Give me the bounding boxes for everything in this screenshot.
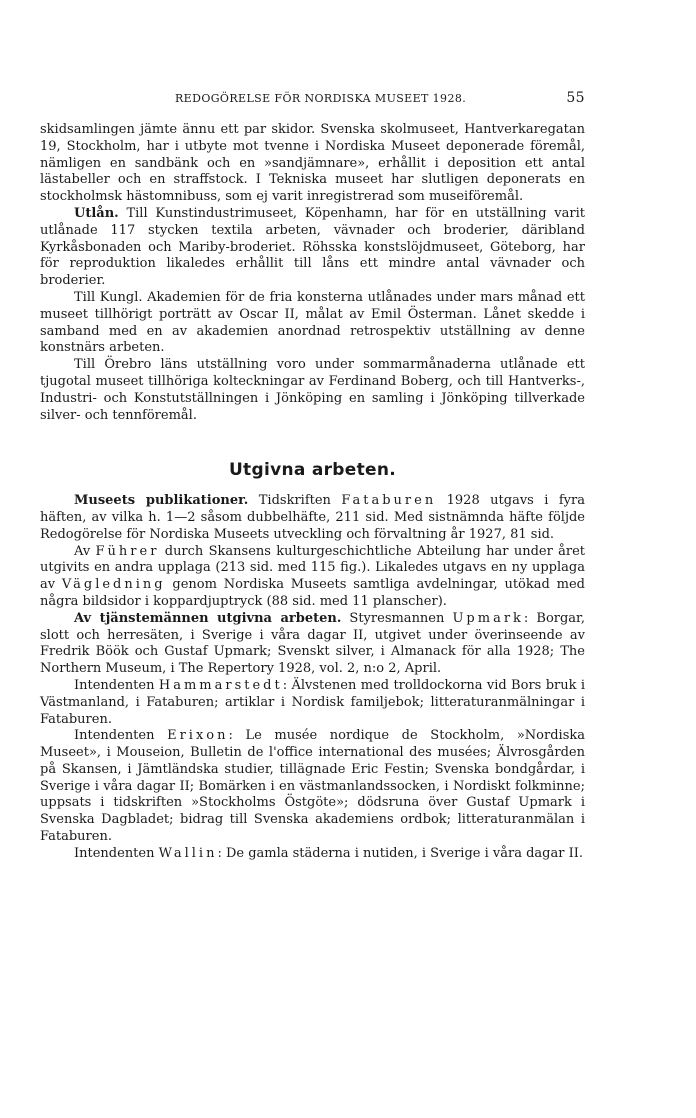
paragraph xyxy=(40,357,585,424)
text-run: : Le musée nordique de Stockholm, »Nordiska Museet», i Mouseion, Bulletin de l'office international des musées; Älvrosgården på Skansen, i Jämtländska studier, tillägnade Eric Festin; Svenska bondgårdar, i Sverige i våra dagar II; Bomärken i en västmanlandssocken, i Nordiskt folkminne; uppsats i tidskriften »Stockholms Östgöte»; dödsruna över Gustaf Upmark i Svenska Dagbladet; bidrag till Svenska akademiens ordbok; litteraturanmälan i Fataburen. xyxy=(40,728,585,845)
spaced-title: Führer xyxy=(95,543,160,559)
paragraph-text: Till Kunstindustrimuseet, Köpenhamn, har för en utställning varit utlånade 117 stycken textila arbeten, vävnader och broderier, däribland Kyrkåsbonaden och Mariby-broderiet. Röhsska konstslöjdmuseet, Göteborg, har för reproduktion likaledes erhållit till låns ett mindre antal vävnader och broderier. xyxy=(40,205,585,289)
text-run: genom Nordiska Museets samtliga avdelningar, utökad med några bildsidor i koppardjuptryck (88 sid. med 11 planscher). xyxy=(40,577,585,609)
paragraph xyxy=(40,728,585,846)
text-run: 1928 utgavs i fyra häften, av vilka h. 1—2 såsom dubbelhäfte, 211 sid. Med sistnämnda häfte följde Redogörelse för Nordiska Museets utveckling och förvaltning år 1927, 81 sid. xyxy=(40,493,585,542)
text-run: Av xyxy=(74,543,96,559)
spaced-title: Vägledning xyxy=(61,577,166,593)
text-run: Intendenten xyxy=(74,845,159,861)
paragraph-lead: Av tjänstemännen utgivna arbeten. xyxy=(74,610,342,626)
paragraph-lead: Museets publikationer. xyxy=(74,493,249,509)
body-text xyxy=(40,122,585,863)
page-number: 55 xyxy=(566,90,585,106)
text-run: Tidskriften xyxy=(258,493,342,509)
text-run: Styresmannen xyxy=(341,610,453,626)
paragraph-text: Till Kungl. Akademien för de fria konsterna utlånades under mars månad ett museet tillhörigt porträtt av Oscar II, målat av Emil Österman. Lånet skedde i samband med en av akademien anordnad retrospektiv utställning av denne konstnärs arbeten. xyxy=(40,289,585,356)
text-run: : De gamla städerna i nutiden, i Sverige i våra dagar II. xyxy=(217,845,583,861)
paragraph xyxy=(40,678,585,728)
paragraph-lead: Utlån. xyxy=(74,205,119,221)
section-heading: Utgivna arbeten. xyxy=(228,460,397,481)
paragraph xyxy=(40,611,585,678)
paragraph xyxy=(40,206,585,290)
spaced-name: Hammarstedt xyxy=(158,677,283,693)
paragraph xyxy=(40,290,585,357)
paragraph-text: skidsamlingen jämte ännu ett par skidor. Svenska skolmuseet, Hantverkaregatan 19, Stockholm, har i utbyte mot tvenne i Nordiska Museet deponerade föremål, nämligen en sandbänk och en »sandjämnare», erhållit i deposition ett antal lästabeller och en straffstock. I Tekniska museet har slutligen deponerats en stockholmsk hästomnibuss, som ej varit inregistrerad som museiföremål. xyxy=(40,122,585,205)
spaced-name: Upmark xyxy=(452,610,524,626)
paragraph xyxy=(40,544,585,611)
text-run: : Älvstenen med trolldockorna vid Bors bruk i Västmanland, i Fataburen; artiklar i Nordisk familjebok; litteraturanmälningar i Fataburen. xyxy=(40,677,586,727)
spaced-name: Erixon xyxy=(167,728,229,744)
text-run: : Borgar, slott och herresäten, i Sverige i våra dagar II, utgivet under överinseende av Fredrik Böök och Gustaf Upmark; Svenskt silver, i Almanack för alla 1928; The Northern Museum, i The Repertory 1928, vol. 2, n:o 2, April. xyxy=(40,610,585,677)
spaced-title: Fataburen xyxy=(341,493,437,509)
text-run: Intendenten xyxy=(74,728,168,744)
paragraph xyxy=(40,846,585,863)
spaced-name: Wallin xyxy=(158,845,218,861)
text-run: durch Skansens kulturgeschichtliche Abteilung har under året utgivits en andra upplaga (213 sid. med 115 fig.). Likaledes utgavs en ny upplaga av xyxy=(40,543,585,593)
running-title: REDOGÖRELSE FÖR NORDISKA MUSEET 1928. xyxy=(175,92,467,105)
text-run: Intendenten xyxy=(74,677,159,693)
paragraph xyxy=(40,122,585,206)
paragraph-text: Till Örebro läns utställning voro under sommarmånaderna utlånade ett tjugotal museet tillhöriga kolteckningar av Ferdinand Boberg, och till Hantverks-, Industri- och Konstutställningen i Jönköping en samling i Jönköping tillverkade silver- och tennföremål. xyxy=(40,357,585,423)
paragraph xyxy=(40,493,585,543)
